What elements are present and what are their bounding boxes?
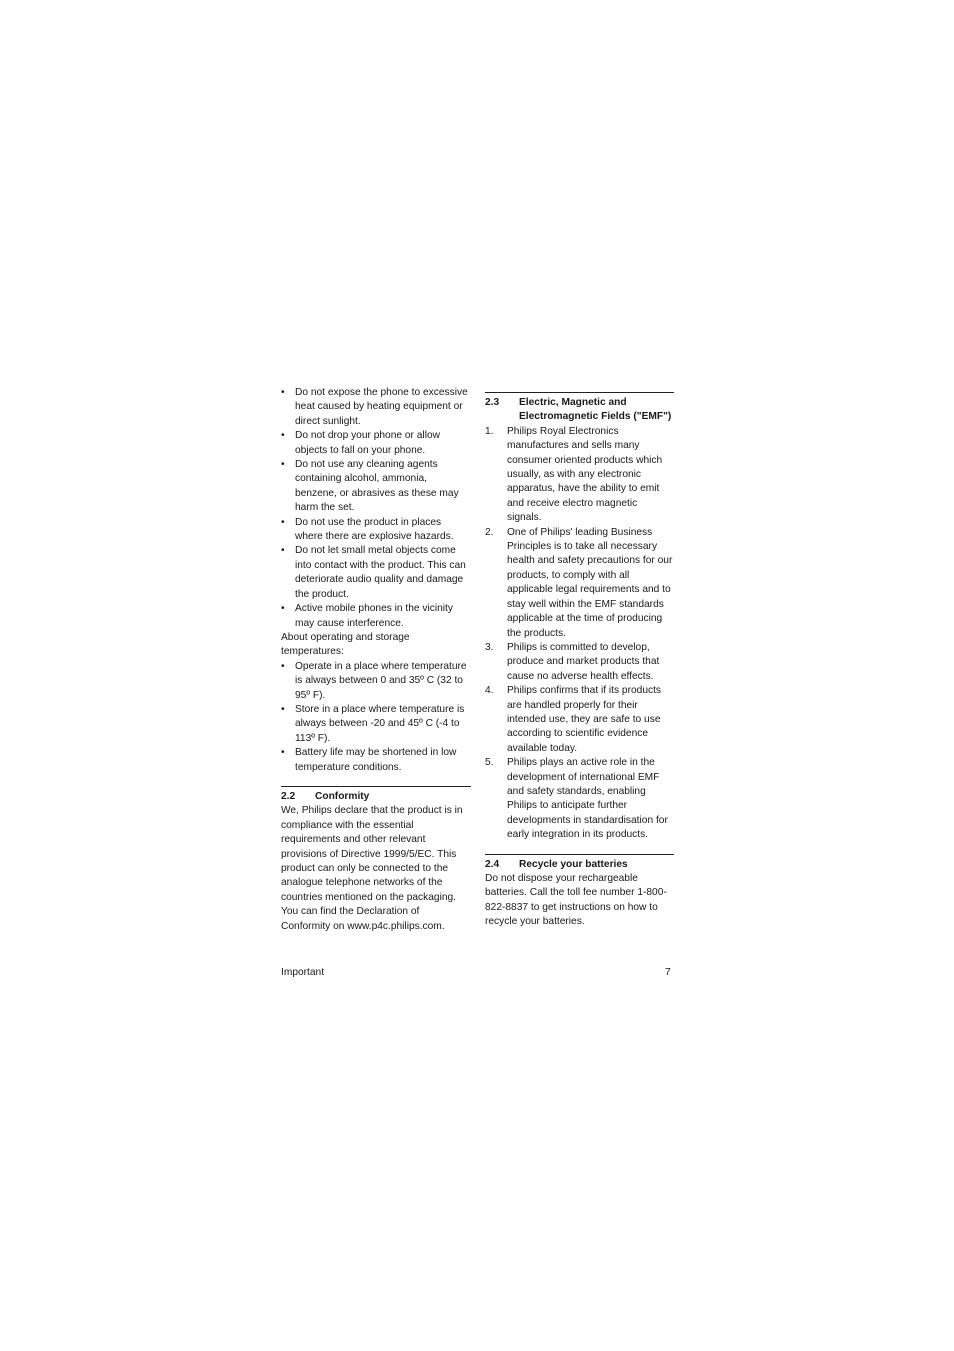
section-heading	[485, 858, 674, 872]
list-item: • Do not let small metal objects come into contact with the product. This can deteriorate audio quality and damage the product.	[281, 544, 471, 602]
section-number: 2.4	[485, 858, 500, 870]
item-text: Philips Royal Electronics manufactures and sells many consumer oriented products which usually, as with any electronic apparatus, have the ability to emit and receive electro magnetic signals.	[507, 425, 663, 524]
list-item: • Do not use the product in places where there are explosive hazards.	[281, 516, 471, 545]
emf-numbered-list	[485, 425, 674, 843]
left-column	[281, 386, 471, 934]
section-heading	[485, 396, 674, 425]
list-item: • Do not expose the phone to excessive heat caused by heating equipment or direct sunlight.	[281, 386, 471, 429]
list-item	[485, 756, 674, 842]
item-number: 5.	[485, 757, 494, 769]
list-item	[485, 684, 674, 756]
recycle-body: Do not dispose your rechargeable batteries. Call the toll fee number 1-800-822-8837 to get instructions on how to recycle your batteries.	[485, 873, 667, 928]
section-emf	[485, 392, 674, 843]
list-item	[485, 641, 674, 684]
section-title: Electric, Magnetic and Electromagnetic Fields ("EMF")	[519, 397, 672, 423]
footer-section-name: Important	[281, 967, 325, 978]
list-item	[485, 526, 674, 641]
section-number: 2.2	[281, 790, 296, 802]
page-number: 7	[665, 967, 671, 978]
item-text: One of Philips' leading Business Principles is to take all necessary health and safety precautions for our products, to comply with all applicable legal requirements and to stay well within the EMF standards applicable at the time of producing the products.	[507, 526, 673, 639]
section-title: Recycle your batteries	[519, 858, 628, 870]
list-item: • Operate in a place where temperature is always between 0 and 35º C (32 to 95º F).	[281, 660, 471, 703]
item-text: Philips confirms that if its products are handled properly for their intended use, they are safe to use according to scientific evidence available today.	[507, 685, 662, 754]
item-number: 4.	[485, 685, 494, 697]
list-item: • Do not drop your phone or allow objects to fall on your phone.	[281, 429, 471, 458]
item-text: Philips is committed to develop, produce and market products that cause no adverse health effects.	[507, 641, 660, 682]
section-number: 2.3	[485, 397, 500, 408]
temperature-intro: About operating and storage temperatures:	[281, 631, 410, 658]
list-item: • Store in a place where temperature is always between -20 and 45º C (-4 to 113º F).	[281, 703, 471, 746]
safety-bullet-list	[281, 386, 471, 631]
conformity-body: We, Philips declare that the product is in compliance with the essential requirements and other relevant provisions of Directive 1999/5/EC. This product can only be connected to the analogue telephone networks of the countries mentioned on the packaging. You can find the Declaration of Conformity on www.p4c.philips.com.	[281, 805, 463, 932]
list-item: • Battery life may be shortened in low temperature conditions.	[281, 746, 471, 775]
item-number: 3.	[485, 641, 494, 653]
section-title: Conformity	[315, 790, 370, 802]
item-number: 1.	[485, 425, 494, 437]
right-column	[485, 386, 674, 930]
item-number: 2.	[485, 526, 494, 538]
section-recycle-batteries	[485, 854, 674, 930]
list-item: • Do not use any cleaning agents containing alcohol, ammonia, benzene, or abrasives as these may harm the set.	[281, 458, 471, 516]
section-heading	[281, 790, 471, 804]
section-conformity	[281, 786, 471, 934]
temperature-bullet-list	[281, 660, 471, 775]
item-text: Philips plays an active role in the development of international EMF and safety standards, enabling Philips to anticipate further developments in standardisation for early integration in its products.	[507, 757, 668, 841]
list-item	[485, 425, 674, 526]
list-item: • Active mobile phones in the vicinity may cause interference.	[281, 602, 471, 631]
